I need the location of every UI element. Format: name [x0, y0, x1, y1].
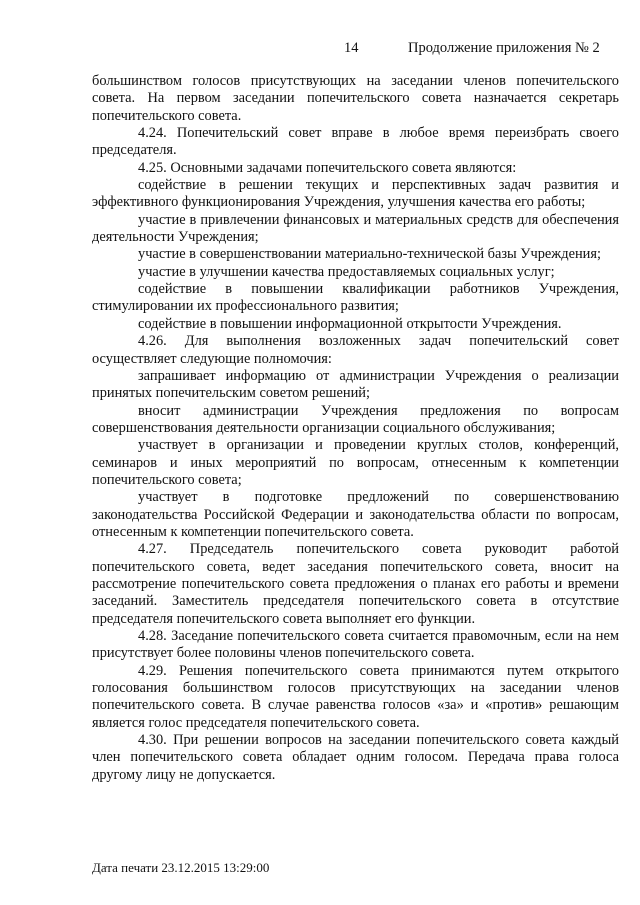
paragraph: участвует в подготовке предложений по совершенствованию законодательства Российской Федерации и законодательства области по вопросам, отнесенным к компетенции попечительского совета. — [92, 489, 619, 540]
paragraph: 4.27. Председатель попечительского совета руководит работой попечительского совета, ведет заседания попечительского совета, вносит на рассмотрение попечительского совета предложения о планах его работы и времени заседаний. Заместитель председателя попечительского совета в отсутствие председателя попечительского совета выполняет его функции. — [92, 541, 619, 627]
paragraph: вносит администрации Учреждения предложения по вопросам совершенствования деятельности организации социального обслуживания; — [92, 402, 619, 436]
paragraph: участвует в организации и проведении круглых столов, конференций, семинаров и иных мероприятий по вопросам, отнесенным к компетенции попечительского совета; — [92, 437, 619, 488]
paragraph: 4.26. Для выполнения возложенных задач попечительский совет осуществляет следующие полномочия: — [92, 333, 619, 367]
paragraph: 4.28. Заседание попечительского совета считается правомочным, если на нем присутствует более половины членов попечительского совета. — [92, 628, 619, 662]
page-number: 14 — [344, 40, 359, 56]
paragraph: запрашивает информацию от администрации Учреждения о реализации принятых попечительским советом решений; — [92, 367, 619, 402]
paragraph: участие в привлечении финансовых и материальных средств для обеспечения деятельности Учреждения; — [92, 211, 619, 246]
paragraph: участие в совершенствовании материально-технической базы Учреждения; — [138, 246, 601, 263]
paragraph: 4.29. Решения попечительского совета принимаются путем открытого голосования большинством голосов присутствующих на заседании членов попечительского совета. В случае равенства голосов «за» и «против» решающим является голос председателя попечительского совета. — [92, 662, 619, 731]
paragraph: 4.30. При решении вопросов на заседании попечительского совета каждый член попечительского совета обладает одним голосом. Передача права голоса другому лицу не допускается. — [92, 732, 619, 783]
paragraph: 4.24. Попечительский совет вправе в любое время переизбрать своего председателя. — [92, 125, 619, 159]
document-body — [92, 73, 619, 784]
paragraph: 4.25. Основными задачами попечительского совета являются: — [138, 159, 517, 176]
print-date: Дата печати 23.12.2015 13:29:00 — [92, 860, 270, 875]
paragraph: содействие в повышении информационной открытости Учреждения. — [138, 315, 562, 332]
paragraph: большинством голосов присутствующих на заседании членов попечительского совета. На первом заседании попечительского совета назначается секретарь попечительского совета. — [92, 73, 619, 124]
paragraph: участие в улучшении качества предоставляемых социальных услуг; — [138, 263, 555, 280]
appendix-title: Продолжение приложения № 2 — [408, 40, 600, 56]
paragraph: содействие в решении текущих и перспективных задач развития и эффективного функционирования Учреждения, улучшения качества его работы; — [92, 177, 619, 211]
paragraph: содействие в повышении квалификации работников Учреждения, стимулировании их профессионального развития; — [92, 281, 619, 315]
